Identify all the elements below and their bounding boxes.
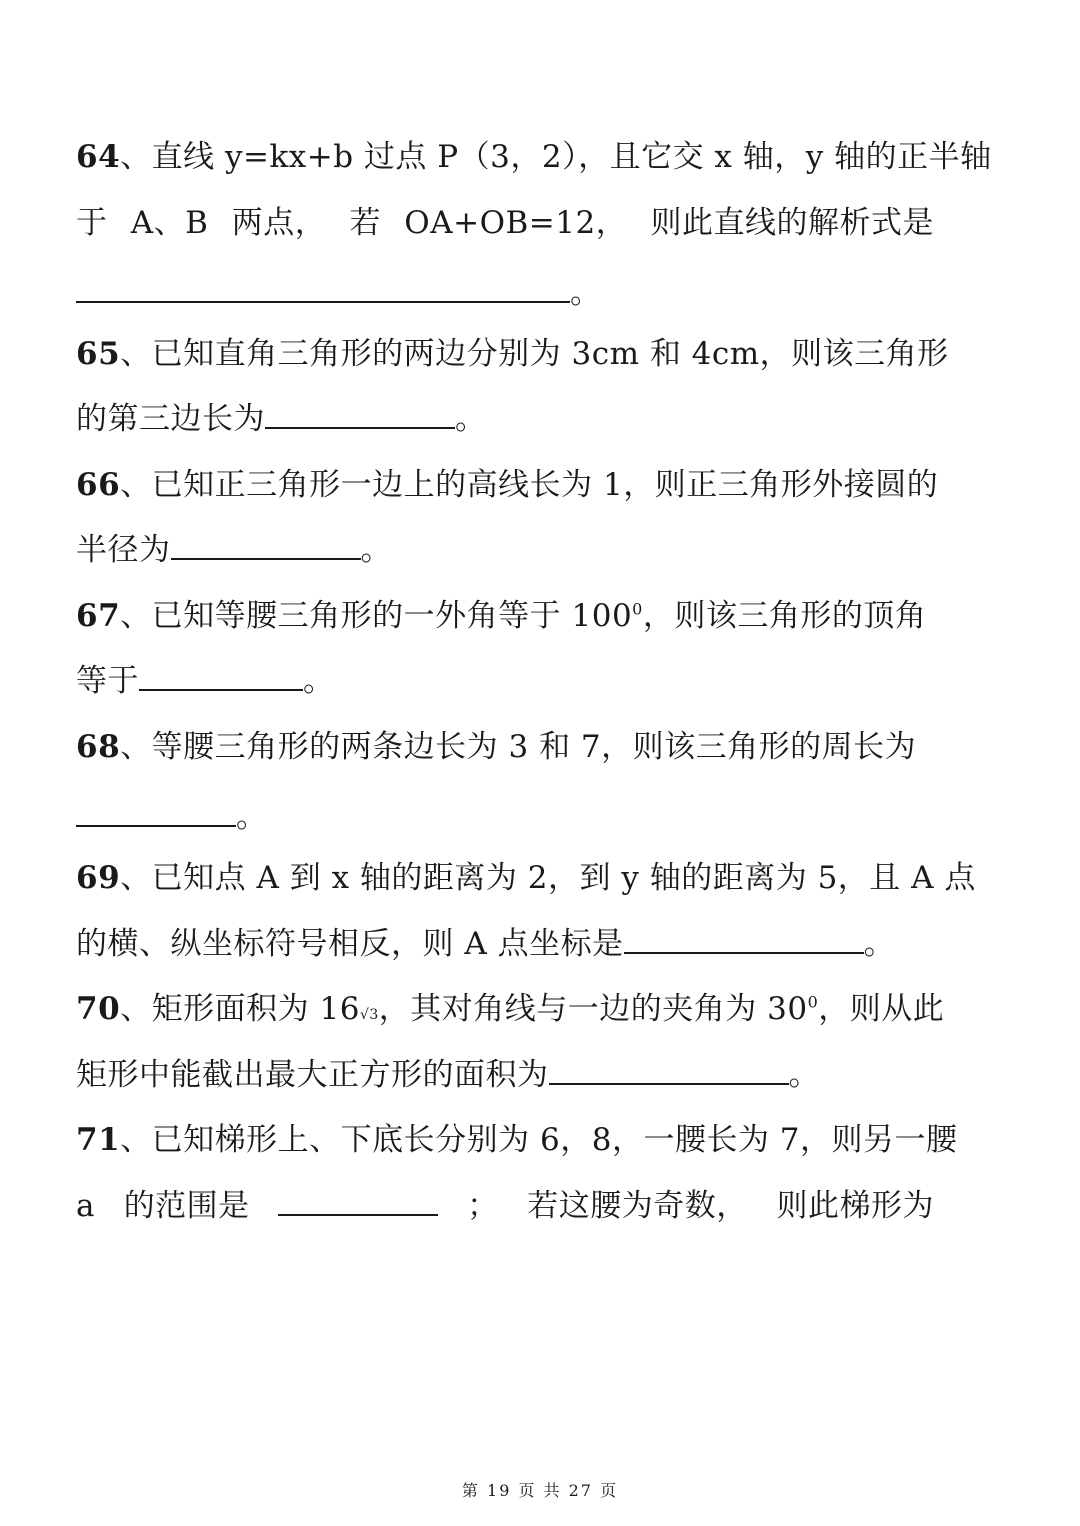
sqrt-three: √3	[359, 1007, 379, 1023]
question-69-line-1	[76, 858, 976, 898]
question-71-line-1	[76, 1120, 958, 1160]
question-text: 、等腰三角形的两条边长为 3 和 7，则该三角形的周长为	[120, 729, 917, 765]
answer-blank[interactable]	[171, 530, 361, 560]
period: 。	[455, 401, 487, 437]
question-text: ，则从此	[818, 991, 945, 1027]
question-text: 、矩形面积为 16	[120, 991, 360, 1027]
text-segment: 则此梯形为	[776, 1188, 934, 1224]
period: 。	[360, 532, 392, 568]
text-segment: A、B	[130, 205, 209, 241]
question-text: 等于	[76, 663, 139, 699]
question-65-line-1	[76, 334, 949, 374]
period: 。	[570, 275, 602, 311]
question-text: 、已知梯形上、下底长分别为 6，8，一腰长为 7，则另一腰	[120, 1122, 958, 1158]
text-segment: 若这腰为奇数，	[527, 1188, 748, 1224]
answer-blank[interactable]	[624, 924, 864, 954]
text-segment: 则此直线的解析式是	[650, 205, 934, 241]
question-64-line-3	[76, 273, 934, 313]
question-70-line-2	[76, 1055, 934, 1095]
answer-blank[interactable]	[76, 797, 236, 827]
question-text: ，则该三角形的顶角	[642, 598, 927, 634]
period: 。	[303, 663, 335, 699]
question-text: 的第三边长为	[76, 401, 265, 437]
question-64-line-1	[76, 137, 992, 177]
answer-blank[interactable]	[549, 1055, 789, 1085]
question-text: 的横、纵坐标符号相反，则 A 点坐标是	[76, 926, 624, 962]
question-66-line-2	[76, 530, 934, 570]
question-text: 、直线 y=kx+b 过点 P（3，2），且它交 x 轴，y 轴的正半轴	[120, 139, 992, 175]
question-text: 半径为	[76, 532, 171, 568]
degree-superscript: 0	[807, 992, 819, 1012]
question-text: 矩形中能截出最大正方形的面积为	[76, 1057, 549, 1093]
text-segment: 若	[349, 205, 382, 241]
text-segment: 两点，	[231, 205, 327, 241]
question-67-line-2	[76, 661, 934, 701]
question-70-line-1	[76, 989, 945, 1029]
question-number: 71	[76, 1122, 121, 1158]
question-68-line-1	[76, 727, 934, 767]
question-text: ，其对角线与一边的夹角为 30	[378, 991, 808, 1027]
question-68-line-2	[76, 797, 934, 837]
question-65-line-2	[76, 399, 934, 439]
question-text: 、已知正三角形一边上的高线长为 1，则正三角形外接圆的	[120, 467, 939, 503]
question-67-line-1	[76, 596, 934, 636]
question-text: 、已知直角三角形的两边分别为 3cm 和 4cm，则该三角形	[120, 336, 949, 372]
question-number: 68	[76, 729, 121, 765]
question-64-line-2	[76, 203, 934, 243]
question-number: 67	[76, 598, 121, 634]
page-footer: 第 19 页 共 27 页	[461, 1481, 619, 1500]
answer-blank[interactable]	[278, 1186, 438, 1216]
question-number: 66	[76, 467, 121, 503]
question-number: 70	[76, 991, 121, 1027]
period: 。	[236, 799, 268, 835]
text-segment: a	[76, 1188, 95, 1224]
question-71-line-2	[76, 1186, 934, 1226]
question-text: 、已知点 A 到 x 轴的距离为 2，到 y 轴的距离为 5，且 A 点	[120, 860, 976, 896]
question-66-line-1	[76, 465, 939, 505]
period: 。	[788, 1057, 820, 1093]
degree-superscript: 0	[632, 599, 643, 619]
answer-blank[interactable]	[139, 661, 303, 691]
text-segment: 于	[76, 205, 108, 241]
text-segment: OA+OB=12，	[404, 205, 628, 241]
question-text: 、已知等腰三角形的一外角等于 100	[120, 598, 633, 634]
answer-blank[interactable]	[265, 399, 455, 429]
text-segment: 的范围是	[123, 1188, 250, 1224]
question-number: 69	[76, 860, 121, 896]
question-number: 65	[76, 336, 121, 372]
answer-blank[interactable]	[76, 273, 570, 303]
text-segment: ；	[467, 1188, 499, 1224]
period: 。	[863, 926, 896, 962]
question-number: 64	[76, 139, 121, 175]
question-69-line-2	[76, 924, 934, 964]
